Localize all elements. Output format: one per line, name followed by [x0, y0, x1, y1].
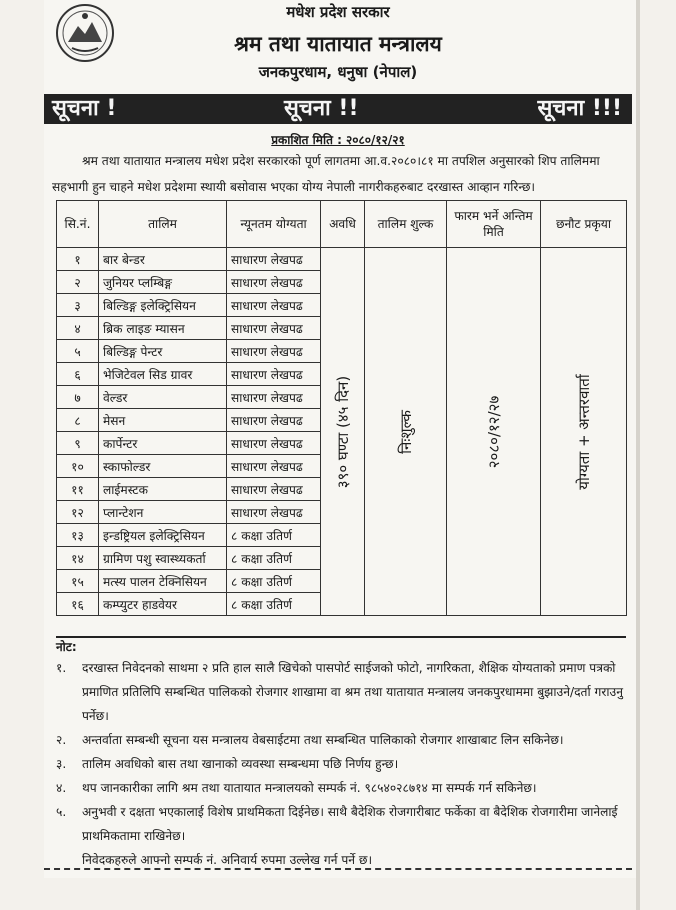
- note-item: [56, 728, 632, 752]
- notes-title: नोट:: [56, 640, 77, 654]
- note-text: अन्तर्वाता सम्बन्धी सूचना यस मन्त्रालय वेबसाईटमा तथा सम्बन्धित पालिकाको रोजगार शाखाबाट लिन सकिनेछ।: [82, 733, 564, 747]
- bottom-divider: [44, 868, 632, 870]
- row-qualification: साधारण लेखपढ: [227, 386, 321, 409]
- header-qualification: न्यूनतम योग्यता: [227, 201, 321, 248]
- row-sn: ६: [57, 363, 99, 386]
- row-qualification: साधारण लेखपढ: [227, 248, 321, 271]
- row-sn: ३: [57, 294, 99, 317]
- row-qualification: साधारण लेखपढ: [227, 271, 321, 294]
- row-sn: ७: [57, 386, 99, 409]
- row-training: बार बेन्डर: [99, 248, 227, 271]
- row-qualification: साधारण लेखपढ: [227, 363, 321, 386]
- row-training: ग्रामिण पशु स्वास्थ्यकर्ता: [99, 547, 227, 570]
- government-name: मधेश प्रदेश सरकार: [286, 3, 390, 21]
- row-sn: ९: [57, 432, 99, 455]
- intro-paragraph: श्रम तथा यातायात मन्त्रालय मधेश प्रदेश सरकारको पूर्ण लागतमा आ.व.२०८०।८१ मा तपशिल अनुसारको शिप तालिममा सहभागी हुन चाहने मधेश प्रदेशमा स्थायी बसोवास भएका योग्य नेपाली नागरीकहरुबाट दरखास्त आव्हान गरिन्छ।: [52, 154, 600, 194]
- banner-middle: सूचना !!: [284, 96, 359, 121]
- row-training: जुनियर प्लम्बिङ्ग: [99, 271, 227, 294]
- selection-cell: [541, 248, 627, 616]
- note-item: [56, 752, 632, 776]
- note-item: [56, 776, 632, 800]
- header-duration: अवधि: [321, 201, 365, 248]
- row-training: मत्स्य पालन टेक्निसियन: [99, 570, 227, 593]
- row-training: भेजिटेवल सिड ग्रावर: [99, 363, 227, 386]
- note-text: तालिम अवधिको बास तथा खानाको व्यवस्था सम्बन्धमा पछि निर्णय हुन्छ।: [82, 757, 399, 771]
- row-sn: ५: [57, 340, 99, 363]
- row-qualification: ८ कक्षा उतिर्ण: [227, 593, 321, 616]
- header-sn: सि.नं.: [57, 201, 99, 248]
- header-deadline: फारम भर्ने अन्तिम मिति: [447, 201, 541, 248]
- note-text: अनुभवी र दक्षता भएकालाई विशेष प्राथमिकता दिईनेछ। साथै बैदेशिक रोजगारीबाट फर्केका वा बैदेशिक रोजगारीमा जानेलाई प्राथमिकतामा राखिनेछ।: [82, 805, 618, 843]
- deadline-text: २०८०/१२/२७: [484, 395, 503, 468]
- row-training: बिल्डिङ्ग पेन्टर: [99, 340, 227, 363]
- notice-banner: [44, 94, 632, 124]
- fee-text: निःशुल्क: [396, 409, 415, 454]
- header-selection: छनौट प्रकृया: [541, 201, 627, 248]
- row-sn: १३: [57, 524, 99, 547]
- table-row: [57, 248, 627, 271]
- row-training: मेसन: [99, 409, 227, 432]
- row-training: कार्पेन्टर: [99, 432, 227, 455]
- table-header-row: [57, 201, 627, 248]
- row-qualification: साधारण लेखपढ: [227, 317, 321, 340]
- header-fee: तालिम शुल्क: [365, 201, 447, 248]
- note-text: निवेदकहरुले आफ्नो सम्पर्क नं. अनिवार्य रुपमा उल्लेख गर्न पर्ने छ।: [82, 853, 373, 867]
- row-qualification: साधारण लेखपढ: [227, 409, 321, 432]
- row-qualification: साधारण लेखपढ: [227, 432, 321, 455]
- notes-divider: [56, 636, 626, 638]
- selection-text: योग्यता + अन्तरवार्ता: [574, 373, 593, 490]
- row-qualification: साधारण लेखपढ: [227, 340, 321, 363]
- banner-left: सूचना !: [52, 96, 117, 121]
- note-number: ५.: [56, 805, 67, 819]
- row-sn: १४: [57, 547, 99, 570]
- duration-text: ३९० घण्टा (४५ दिन): [333, 375, 352, 488]
- row-training: इन्डष्ट्रियल इलेक्ट्रिसियन: [99, 524, 227, 547]
- row-training: बिल्डिङ्ग इलेक्ट्रिसियन: [99, 294, 227, 317]
- training-table: [56, 200, 627, 616]
- note-number: १.: [56, 661, 67, 675]
- row-sn: १५: [57, 570, 99, 593]
- row-qualification: साधारण लेखपढ: [227, 294, 321, 317]
- duration-cell: [321, 248, 365, 616]
- row-training: स्काफोल्डर: [99, 455, 227, 478]
- published-date: प्रकाशित मिति : २०८०/१२/२१: [271, 133, 405, 147]
- note-text: दरखास्त निवेदनको साथमा २ प्रति हाल सालै खिचेको पासपोर्ट साईजको फोटो, नागरिकता, शैक्षिक योग्यताको प्रमाण पत्रको प्रमाणित प्रतिलिपि सम्बन्धित पालिकको रोजगार शाखामा वा श्रम तथा यातायात मन्त्रालय जनकपुरधाममा बुझाउने/दर्ता गराउनु पर्नेछ।: [82, 661, 623, 723]
- notes-list: [56, 656, 632, 872]
- row-qualification: ८ कक्षा उतिर्ण: [227, 524, 321, 547]
- note-number: २.: [56, 733, 67, 747]
- note-number: ३.: [56, 757, 67, 771]
- banner-right: सूचना !!!: [537, 96, 622, 121]
- ministry-address: जनकपुरधाम, धनुषा (नेपाल): [258, 63, 418, 81]
- row-sn: १: [57, 248, 99, 271]
- header-training: तालिम: [99, 201, 227, 248]
- row-sn: १६: [57, 593, 99, 616]
- row-training: ब्रिक लाइङ म्यासन: [99, 317, 227, 340]
- row-sn: ८: [57, 409, 99, 432]
- row-training: कम्प्युटर हाडवेयर: [99, 593, 227, 616]
- note-item: [56, 800, 632, 848]
- row-qualification: साधारण लेखपढ: [227, 478, 321, 501]
- row-qualification: ८ कक्षा उतिर्ण: [227, 547, 321, 570]
- deadline-cell: [447, 248, 541, 616]
- row-sn: २: [57, 271, 99, 294]
- row-sn: १२: [57, 501, 99, 524]
- fee-cell: [365, 248, 447, 616]
- row-sn: ४: [57, 317, 99, 340]
- ministry-name: श्रम तथा यातायात मन्त्रालय: [234, 32, 442, 56]
- note-text: थप जानकारीका लागि श्रम तथा यातायात मन्त्रालयको सम्पर्क नं. ९८५४०२८७१४ मा सम्पर्क गर्न सकिनेछ।: [82, 781, 537, 795]
- row-training: वेल्डर: [99, 386, 227, 409]
- row-qualification: ८ कक्षा उतिर्ण: [227, 570, 321, 593]
- row-qualification: साधारण लेखपढ: [227, 455, 321, 478]
- row-qualification: साधारण लेखपढ: [227, 501, 321, 524]
- note-item: [56, 656, 632, 728]
- row-sn: १०: [57, 455, 99, 478]
- note-number: ४.: [56, 781, 67, 795]
- row-training: लाईमस्टक: [99, 478, 227, 501]
- row-sn: ११: [57, 478, 99, 501]
- row-training: प्लान्टेशन: [99, 501, 227, 524]
